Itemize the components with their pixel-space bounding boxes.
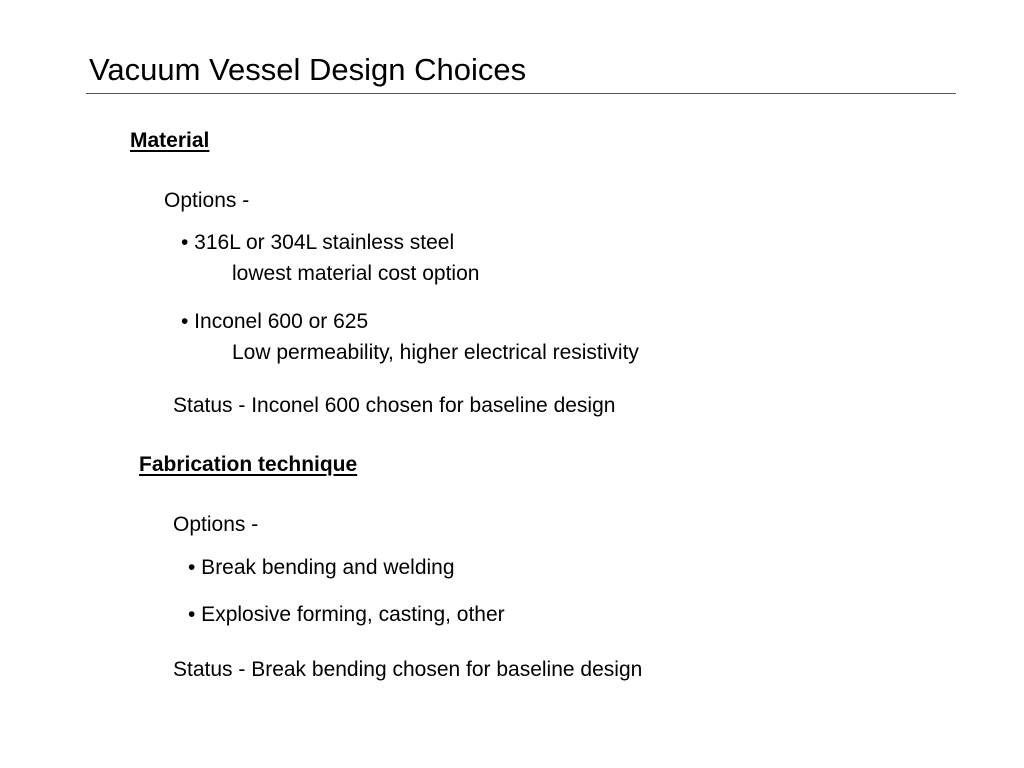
fabrication-status: Status - Break bending chosen for baseline design: [173, 658, 643, 681]
fabrication-options-label: Options -: [173, 513, 259, 536]
fabrication-bullet-2: • Explosive forming, casting, other: [188, 603, 505, 626]
material-heading: Material: [130, 129, 210, 152]
material-bullet-2-detail: Low permeability, higher electrical resistivity: [232, 341, 639, 364]
material-bullet-2: • Inconel 600 or 625: [181, 310, 369, 333]
material-options-label: Options -: [164, 189, 250, 212]
material-bullet-1-detail: lowest material cost option: [232, 262, 480, 285]
slide-title: Vacuum Vessel Design Choices: [89, 52, 527, 87]
title-divider: [86, 93, 956, 94]
fabrication-bullet-1: • Break bending and welding: [188, 556, 455, 579]
material-bullet-1: • 316L or 304L stainless steel: [181, 231, 455, 254]
fabrication-heading: Fabrication technique: [139, 453, 358, 476]
material-status: Status - Inconel 600 chosen for baseline design: [173, 394, 616, 417]
